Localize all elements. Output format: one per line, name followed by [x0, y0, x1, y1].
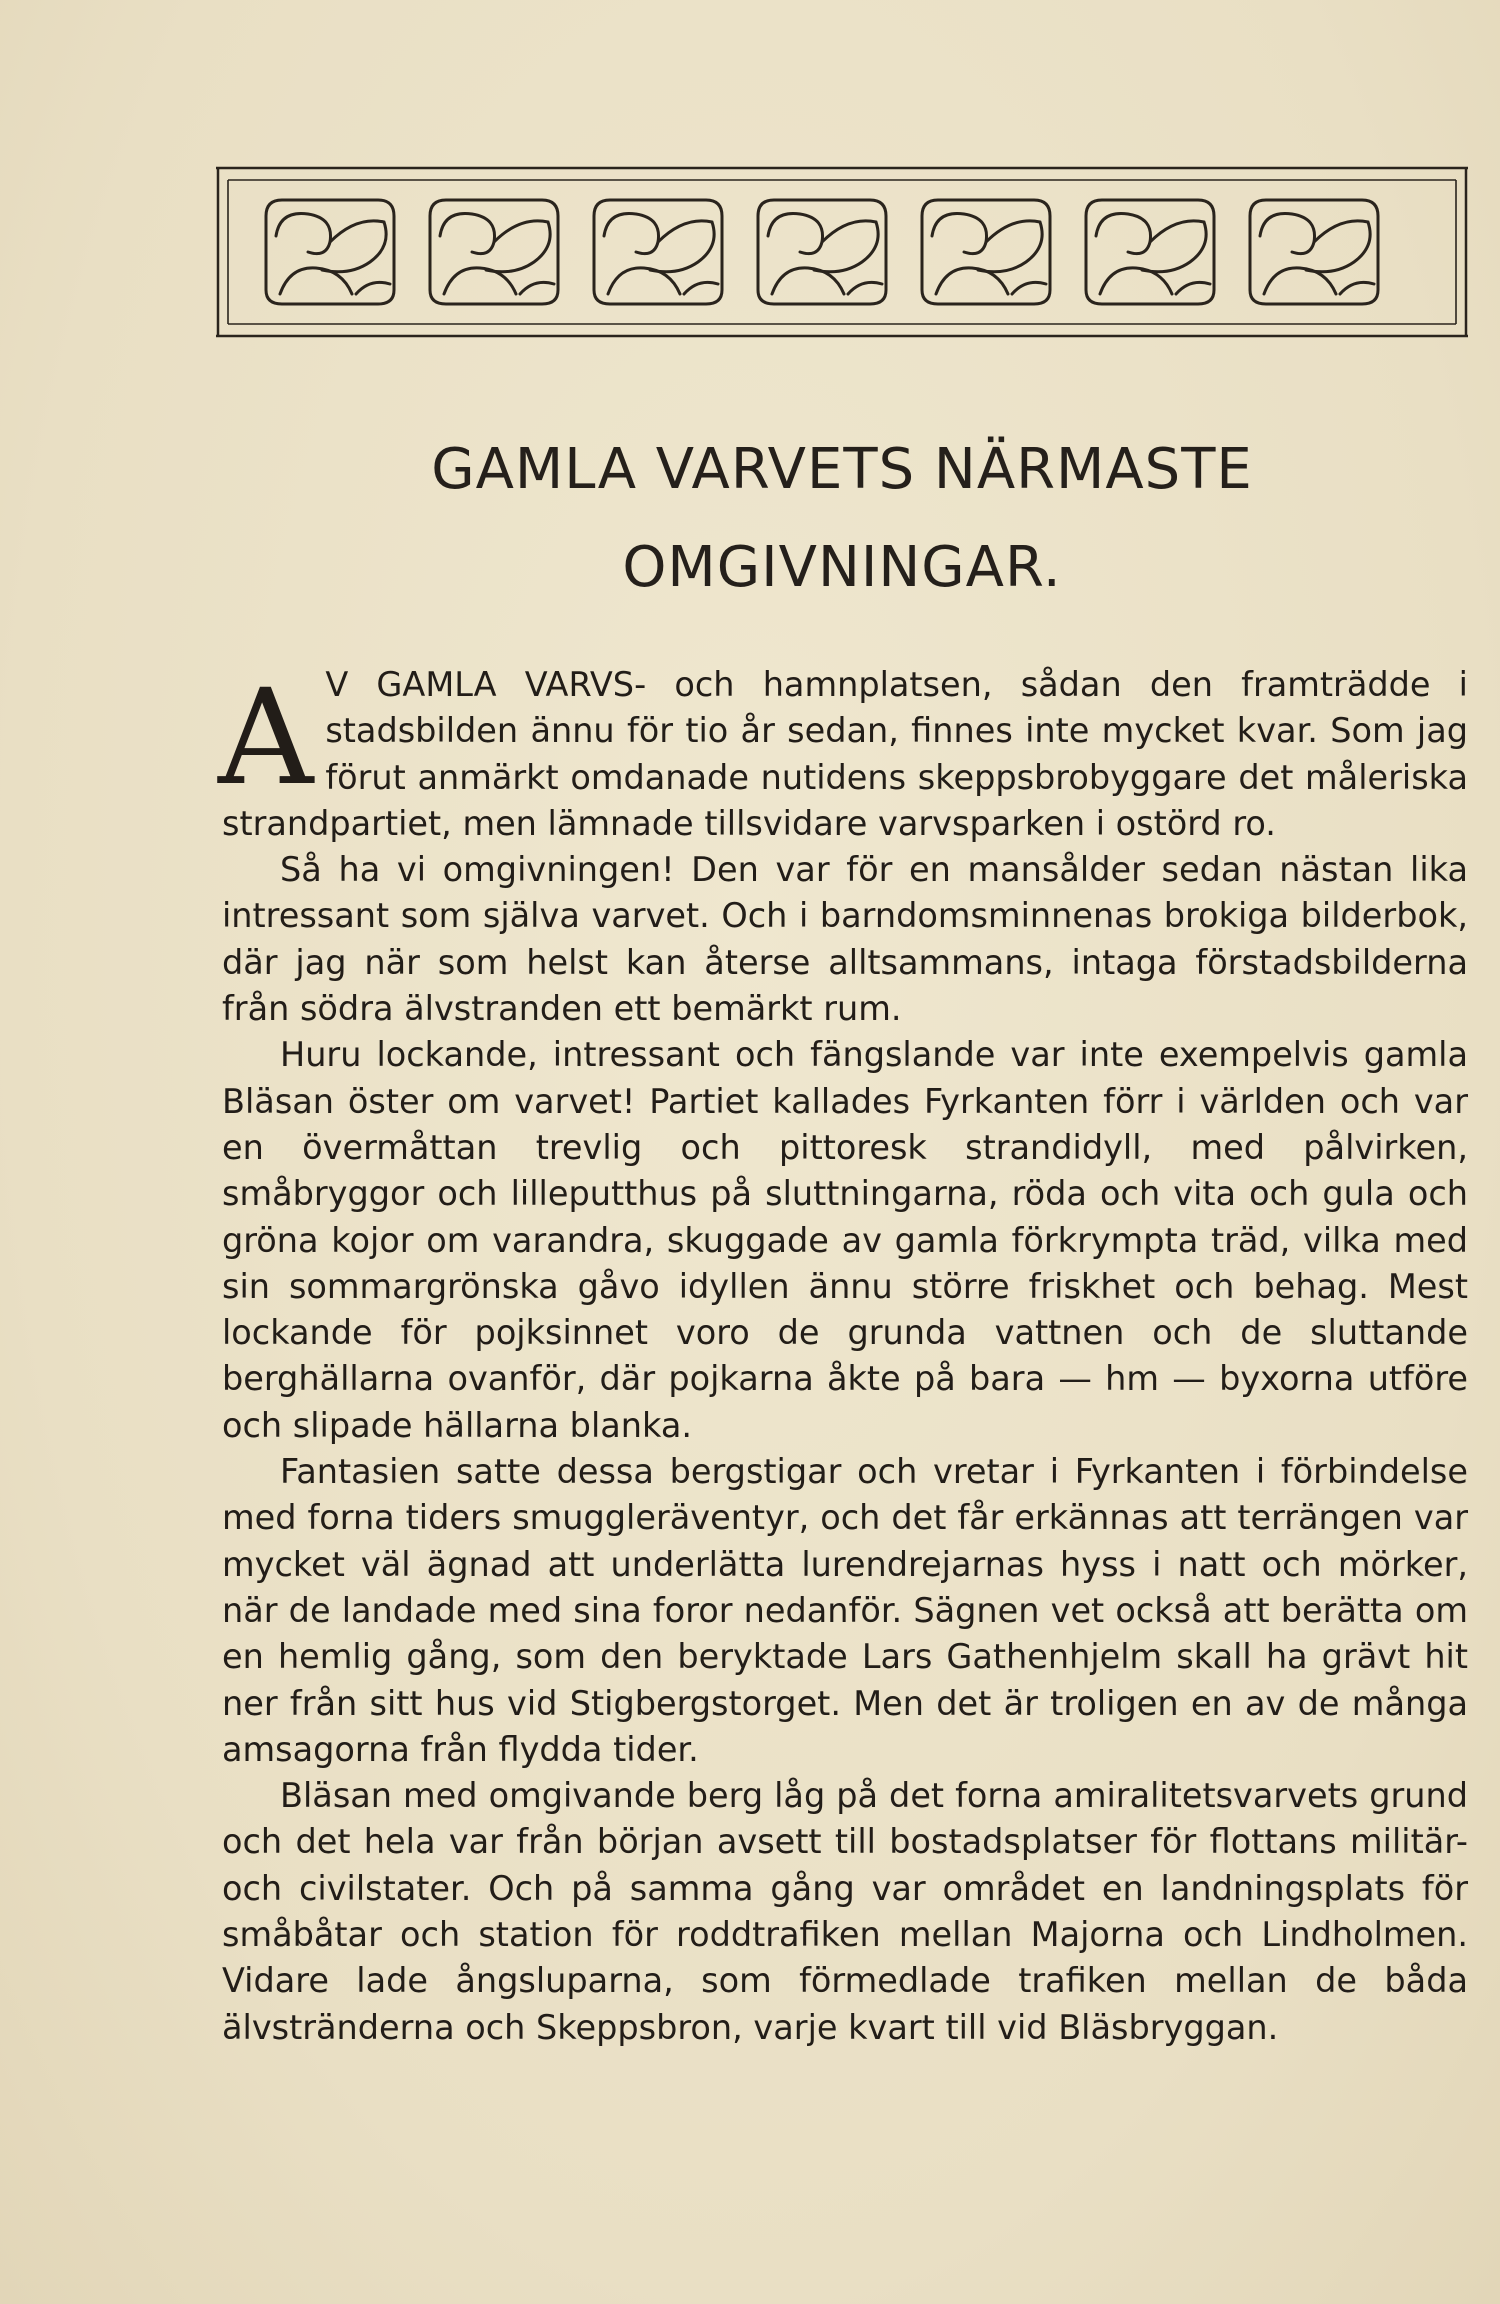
paragraph-1 — [218, 661, 1468, 847]
ornamental-header-band — [216, 166, 1468, 338]
paragraph-3: Huru lockande, intressant och fängslande var inte exempelvis gamla Bläsan öster om varvet! Partiet kallades Fyrkanten förr i världen och var en övermåttan trevlig och pittoresk strandidyll, med pålvirken, småbryggor och lilleputthus på sluttningarna, röda och vita och gula och gröna kojor om varandra, skuggade av gamla förkrympta träd, vilka med sin sommargrönska gåvo idyllen ännu större friskhet och behag. Mest lockande för pojksinnet voro de grunda vattnen och de sluttande berghällarna ovanför, där pojkarna åkte på bara — hm — byxorna utföre och slipade hällarna blanka. — [222, 1035, 1468, 1445]
leaf-scroll-ornament-icon — [758, 200, 886, 304]
chapter-title-line-1: GAMLA VARVETS NÄRMASTE — [431, 437, 1253, 502]
paragraph-2: Så ha vi omgivningen! Den var för en mansålder sedan nästan lika intressant som själva varvet. Och i barndomsminnenas brokiga bilderbok, där jag när som helst kan återse alltsammans, intaga förstadsbilderna från södra älvstranden ett bemärkt rum. — [222, 850, 1468, 1029]
paragraph-4: Fantasien satte dessa bergstigar och vretar i Fyrkanten i förbindelse med forna tiders smuggleräventyr, och det får erkännas att terrängen var mycket väl ägnad att underlätta lurendrejarnas hyss i natt och mörker, när de landade med sina foror nedanför. Sägnen vet också att berätta om en hemlig gång, som den beryktade Lars Gathenhjelm skall ha grävt hit ner från sitt hus vid Stigbergstorget. Men det är troligen en av de många amsagorna från flydda tider. — [222, 1452, 1468, 1769]
chapter-title-line-2: OMGIVNINGAR. — [622, 535, 1062, 600]
ornament-frame — [216, 166, 1468, 338]
leaf-scroll-ornament-icon — [1250, 200, 1378, 304]
leaf-scroll-ornament-icon — [594, 200, 722, 304]
paragraph-1-text: V GAMLA VARVS- och hamnplatsen, sådan den framträdde i stadsbilden ännu för tio år sedan, finnes inte mycket kvar. Som jag förut anmärkt omdanade nutidens skeppsbrobyggare det måleriska strandpartiet, men lämnade tillsvidare varvsparken i ostörd ro. — [222, 665, 1468, 843]
leaf-scroll-ornament-icon — [266, 200, 394, 304]
article-body — [218, 661, 1468, 2051]
leaf-scroll-ornament-icon — [1086, 200, 1214, 304]
paragraph-5: Bläsan med omgivande berg låg på det forna amiralitetsvarvets grund och det hela var från början avsett till bostadsplatser för flottans militär- och civilstater. Och på samma gång var området en landningsplats för småbåtar och station för roddtrafiken mellan Majorna och Lindholmen. Vidare lade ångsluparna, som förmedlade trafiken mellan de båda älvstränderna och Skeppsbron, varje kvart till vid Bläsbryggan. — [222, 1776, 1468, 2047]
leaf-scroll-ornament-icon — [922, 200, 1050, 304]
leaf-scroll-ornament-icon — [430, 200, 558, 304]
drop-cap: A — [218, 661, 314, 815]
